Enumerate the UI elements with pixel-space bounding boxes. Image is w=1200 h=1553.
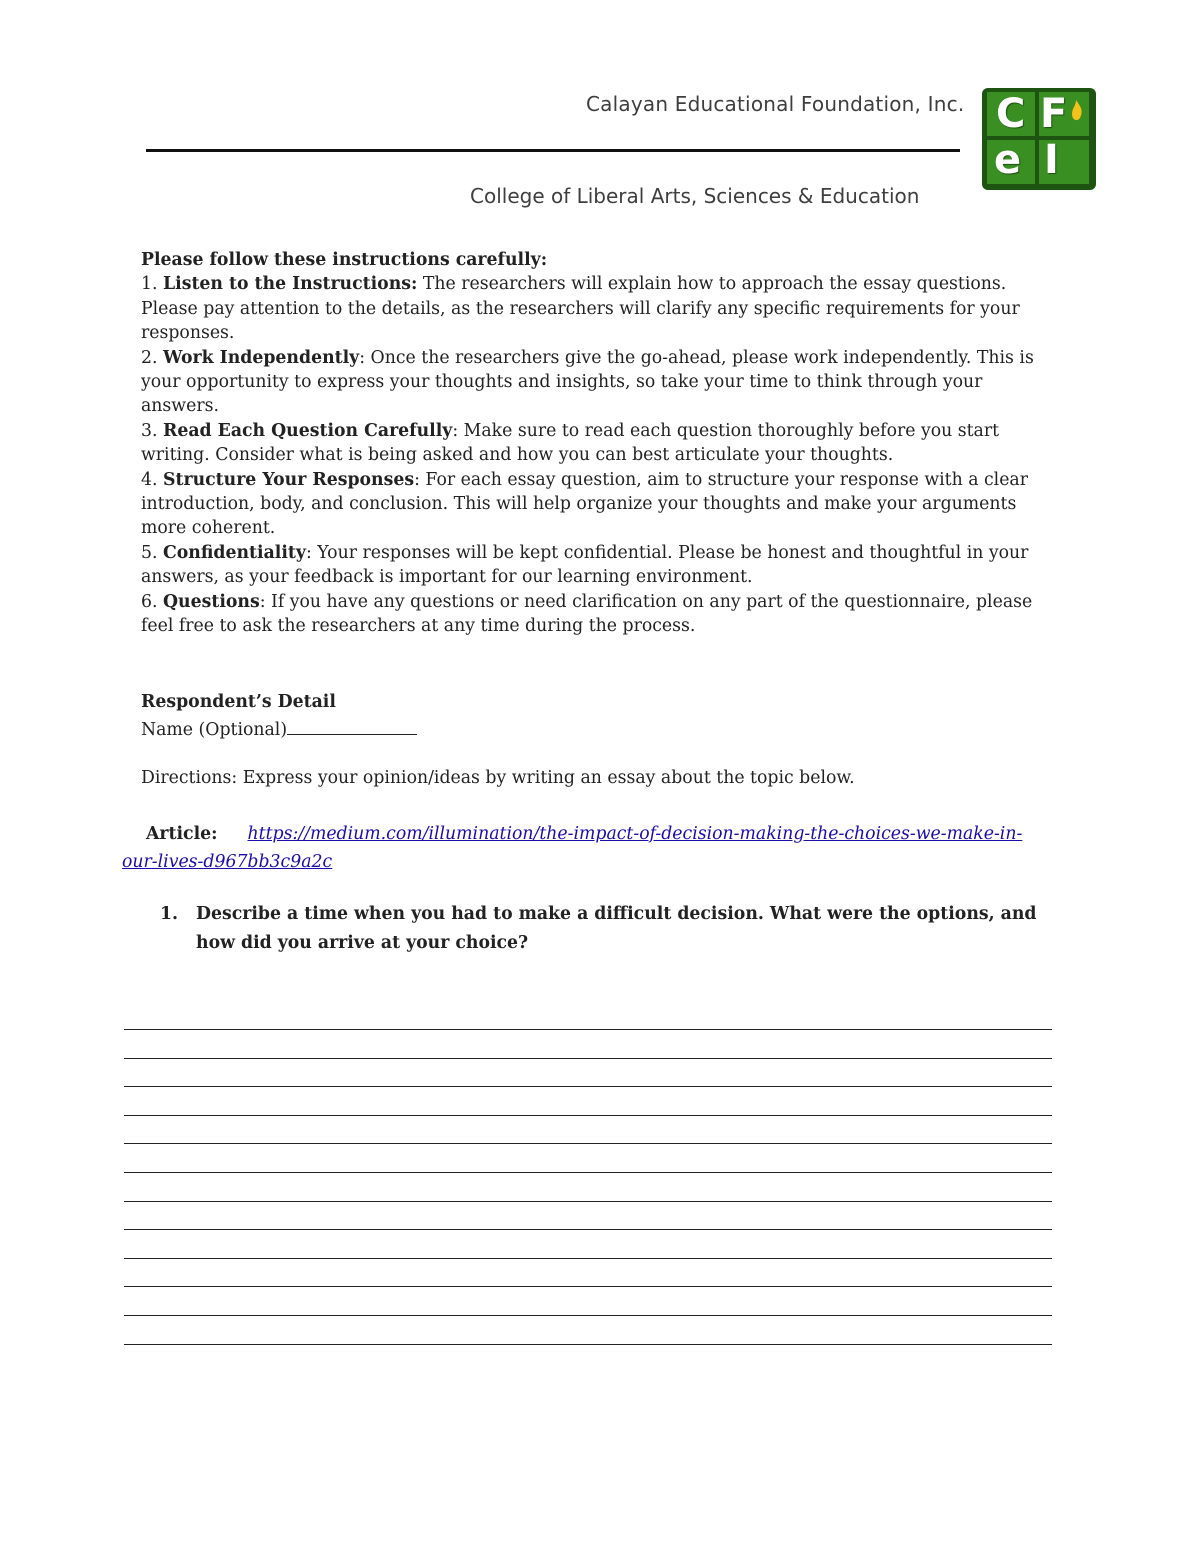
answer-line[interactable] — [124, 1286, 1052, 1287]
directions-text: Directions: Express your opinion/ideas by writing an essay about the topic below. — [141, 768, 855, 788]
instruction-text: : Make sure to read each question thoroughly before you start writing. Consider what is being asked and how you can best articulate your thoughts. — [141, 420, 1000, 466]
answer-lines — [124, 1029, 1052, 1372]
essay-question — [160, 900, 1040, 958]
answer-line[interactable] — [124, 1143, 1052, 1144]
article-label: Article: — [146, 824, 218, 844]
instruction-text: : If you have any questions or need clarification on any part of the questionnaire, please feel free to ask the researchers at any time during the process. — [141, 591, 1033, 637]
instructions-block — [141, 248, 1061, 639]
logo-letter: F — [1040, 91, 1068, 137]
article-reference — [122, 820, 1042, 876]
instruction-item — [141, 541, 1061, 590]
answer-line[interactable] — [124, 1029, 1052, 1030]
instruction-title: Structure Your Responses — [163, 469, 415, 490]
logo-letter: e — [994, 137, 1022, 183]
logo-letter: I — [1044, 137, 1059, 183]
instructions-heading: Please follow these instructions carefully: — [141, 250, 548, 270]
question-number: 1. — [160, 904, 179, 924]
instruction-text: : Once the researchers give the go-ahead, please work independently. This is your opportunity to express your thoughts and insights, so take your time to think through your answers. — [141, 347, 1034, 417]
answer-line[interactable] — [124, 1201, 1052, 1202]
instruction-title: Read Each Question Carefully — [163, 420, 453, 441]
instruction-number: 5. — [141, 542, 158, 563]
logo-letter: C — [996, 91, 1026, 137]
instruction-text: : For each essay question, aim to structure your response with a clear introduction, body, and conclusion. This will help organize your thoughts and make your arguments more coherent. — [141, 469, 1028, 539]
instruction-number: 6. — [141, 591, 158, 612]
answer-line[interactable] — [124, 1115, 1052, 1116]
name-row — [141, 716, 1041, 744]
instruction-number: 3. — [141, 420, 158, 441]
answer-line[interactable] — [124, 1344, 1052, 1345]
instruction-number: 1. — [141, 274, 158, 295]
college-name: College of Liberal Arts, Sciences & Education — [470, 184, 920, 208]
answer-line[interactable] — [124, 1229, 1052, 1230]
answer-line[interactable] — [124, 1258, 1052, 1259]
name-label: Name (Optional) — [141, 720, 288, 740]
instruction-title: Work Independently — [163, 347, 360, 368]
answer-line[interactable] — [124, 1058, 1052, 1059]
organization-name: Calayan Educational Foundation, Inc. — [586, 92, 965, 116]
school-logo — [980, 86, 1098, 192]
answer-line[interactable] — [124, 1172, 1052, 1173]
instruction-title: Questions — [163, 591, 260, 612]
answer-line[interactable] — [124, 1315, 1052, 1316]
instruction-title: Confidentiality — [163, 542, 306, 563]
instruction-item — [141, 468, 1061, 541]
instruction-text: : Your responses will be kept confidential. Please be honest and thoughtful in your answers, as your feedback is important for our learning environment. — [141, 542, 1029, 588]
header-divider — [146, 149, 960, 152]
instruction-text: The researchers will explain how to approach the essay questions. Please pay attention to the details, as the researchers will clarify any specific requirements for your responses. — [141, 274, 1020, 344]
question-text: Describe a time when you had to make a difficult decision. What were the options, and how did you arrive at your choice? — [196, 904, 1037, 953]
instruction-item — [141, 590, 1061, 639]
name-blank-field[interactable] — [287, 716, 417, 735]
article-link[interactable]: https://medium.com/illumination/the-impact-of-decision-making-the-choices-we-make-in-our-lives-d967bb3c9a2c — [122, 824, 1023, 872]
instruction-number: 4. — [141, 469, 158, 490]
instruction-item — [141, 346, 1061, 419]
instruction-number: 2. — [141, 347, 158, 368]
instruction-item — [141, 419, 1061, 468]
instruction-title: Listen to the Instructions: — [163, 274, 418, 295]
respondent-details — [141, 688, 1041, 744]
instruction-item — [141, 272, 1061, 345]
respondent-title: Respondent’s Detail — [141, 692, 336, 712]
answer-line[interactable] — [124, 1086, 1052, 1087]
